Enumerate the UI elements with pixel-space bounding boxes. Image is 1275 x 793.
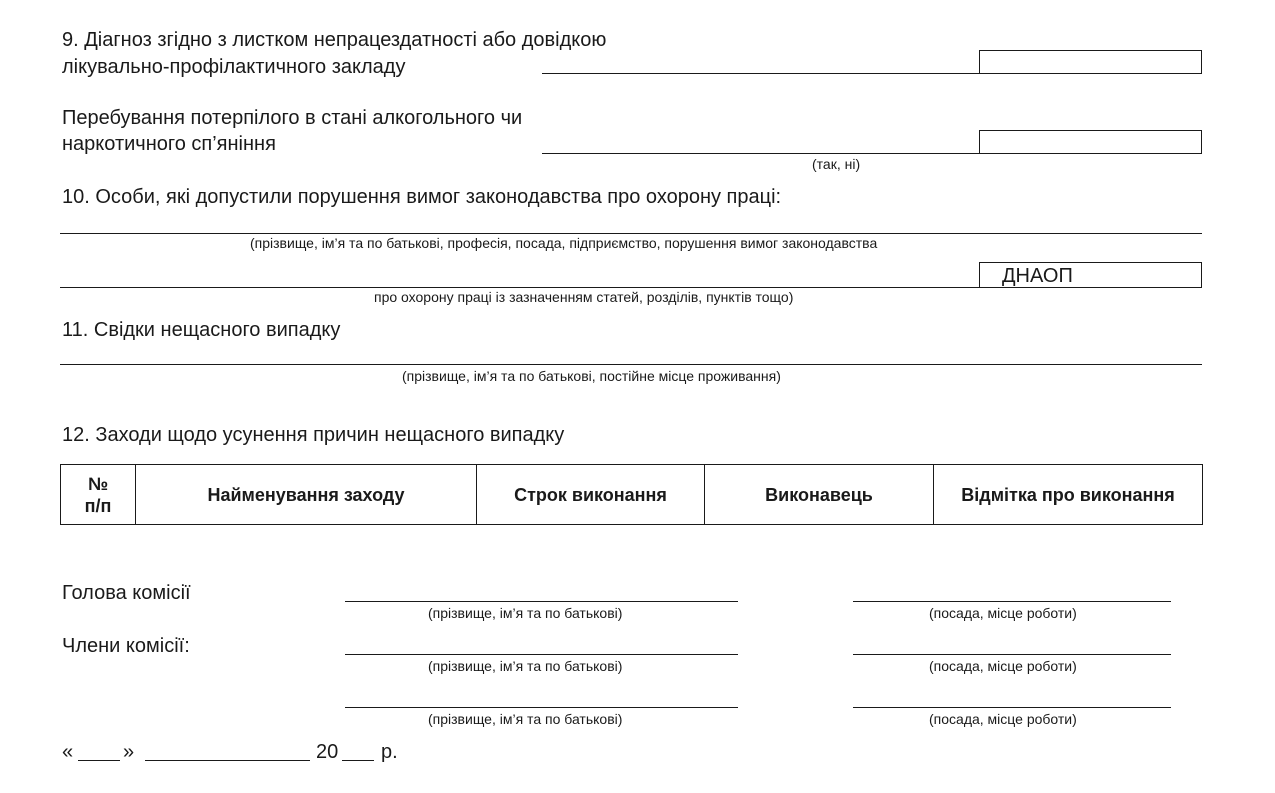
member1-name-hint: (прізвище, ім’я та по батькові) xyxy=(428,658,623,674)
member1-position-line[interactable] xyxy=(853,654,1171,655)
header-executor: Виконавець xyxy=(705,465,934,525)
item9-code-box[interactable] xyxy=(979,50,1202,74)
head-position-line[interactable] xyxy=(853,601,1171,602)
item10-label: 10. Особи, які допустили порушення вимог законодавства про охорону праці: xyxy=(62,186,782,208)
intoxication-code-box[interactable] xyxy=(979,130,1202,154)
item11-label: 11. Свідки нещасного випадку xyxy=(62,319,341,341)
intoxication-label-line1: Перебування потерпілого в стані алкогольного чи xyxy=(62,107,523,129)
date-year-line[interactable] xyxy=(342,760,374,761)
item9-diagnosis-line[interactable] xyxy=(542,73,980,74)
header-number-line1: № xyxy=(87,473,109,494)
header-measure-name: Найменування заходу xyxy=(136,465,477,525)
measures-table xyxy=(60,464,1203,525)
item11-hint: (прізвище, ім’я та по батькові, постійне місце проживання) xyxy=(402,368,781,384)
item10-dnaop-box[interactable] xyxy=(979,262,1202,288)
date-year-prefix: 20 xyxy=(316,741,339,763)
header-number-line2: п/п xyxy=(84,495,112,516)
item10-dnaop-value: ДНАОП xyxy=(1002,265,1073,287)
commission-head-label: Голова комісії xyxy=(62,582,191,604)
intoxication-label-line2: наркотичного сп’яніння xyxy=(62,133,276,155)
date-close-quote: » xyxy=(123,741,135,763)
item10-hint2: про охорону праці із зазначенням статей, розділів, пунктів тощо) xyxy=(374,289,794,305)
intoxication-answer-line[interactable] xyxy=(542,153,980,154)
head-name-hint: (прізвище, ім’я та по батькові) xyxy=(428,605,623,621)
date-open-quote: « xyxy=(62,741,74,763)
commission-members-label: Члени комісії: xyxy=(62,635,190,657)
measures-header-row xyxy=(61,465,1203,525)
head-name-line[interactable] xyxy=(345,601,738,602)
header-completion-mark: Відмітка про виконання xyxy=(934,465,1203,525)
member2-position-hint: (посада, місце роботи) xyxy=(929,711,1077,727)
item11-witness-line[interactable] xyxy=(60,364,1202,365)
header-deadline: Строк виконання xyxy=(477,465,705,525)
member2-name-line[interactable] xyxy=(345,707,738,708)
date-day-line[interactable] xyxy=(78,760,120,761)
item10-line2[interactable] xyxy=(60,287,980,288)
header-number xyxy=(61,465,136,525)
item12-label: 12. Заходи щодо усунення причин нещасного випадку xyxy=(62,424,565,446)
member1-name-line[interactable] xyxy=(345,654,738,655)
head-position-hint: (посада, місце роботи) xyxy=(929,605,1077,621)
member2-position-line[interactable] xyxy=(853,707,1171,708)
item9-label-line1: 9. Діагноз згідно з листком непрацездатності або довідкою xyxy=(62,29,607,51)
member1-position-hint: (посада, місце роботи) xyxy=(929,658,1077,674)
intoxication-hint: (так, ні) xyxy=(812,156,861,172)
item10-hint1: (прізвище, ім’я та по батькові, професія, посада, підприємство, порушення вимог законодавства xyxy=(250,235,878,251)
date-month-line[interactable] xyxy=(145,760,310,761)
item9-label-line2: лікувально-профілактичного закладу xyxy=(62,56,406,78)
item10-line1[interactable] xyxy=(60,233,1202,234)
date-year-suffix: р. xyxy=(381,741,398,763)
member2-name-hint: (прізвище, ім’я та по батькові) xyxy=(428,711,623,727)
